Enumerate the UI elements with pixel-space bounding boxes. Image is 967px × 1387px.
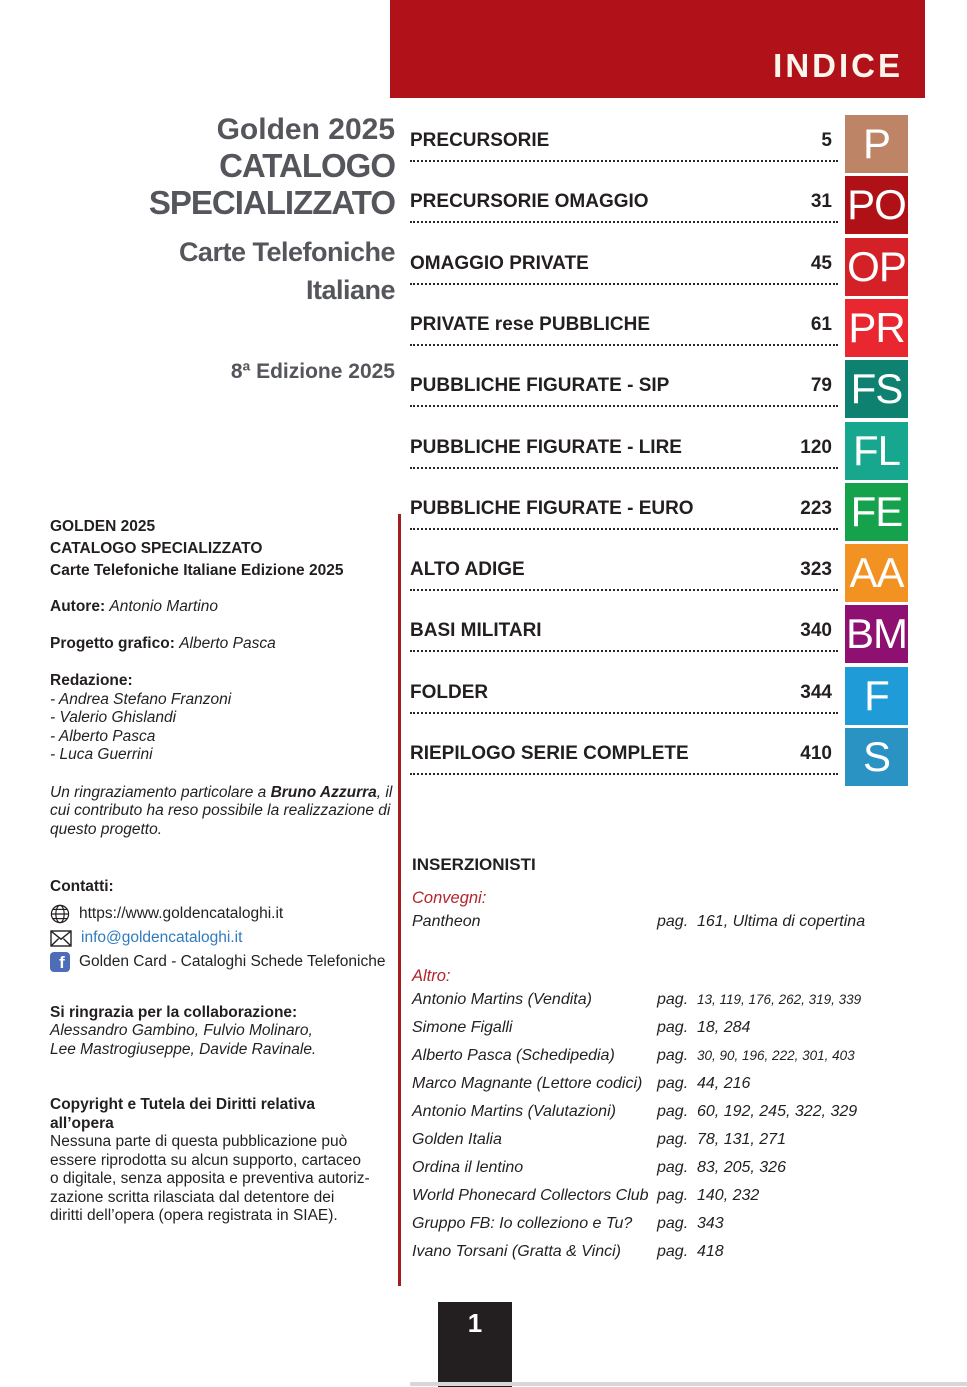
toc-dotted-leader — [410, 650, 838, 652]
advertiser-group-heading: Altro: — [412, 967, 451, 985]
toc-entry[interactable] — [410, 544, 908, 602]
colophon-heading-line: Carte Telefoniche Italiane Edizione 2025 — [50, 562, 344, 579]
advertiser-pag-label: pag. — [657, 1019, 689, 1036]
contacts-section — [50, 878, 402, 974]
advertiser-row — [412, 991, 912, 1019]
advertiser-row — [412, 1019, 912, 1047]
advertiser-name: Antonio Martins (Valutazioni) — [412, 1103, 616, 1120]
facebook-link[interactable] — [50, 950, 402, 974]
design-row — [50, 635, 402, 654]
toc-dotted-leader — [410, 773, 838, 775]
toc-entry-badge: BM — [845, 605, 908, 663]
advertiser-group — [412, 967, 912, 1271]
copyright-title-line: all’opera — [50, 1114, 114, 1132]
advertiser-pages-cell — [657, 1103, 912, 1121]
toc-dotted-leader — [410, 344, 838, 346]
advertiser-pages: 30, 90, 196, 222, 301, 403 — [697, 1048, 855, 1063]
toc-entry-page: 61 — [810, 313, 832, 335]
advertiser-items — [412, 913, 912, 941]
toc-list — [410, 115, 908, 815]
advertiser-name: Ivano Torsani (Gratta & Vinci) — [412, 1243, 621, 1260]
toc-entry-badge: F — [845, 667, 908, 725]
design-value: Alberto Pasca — [179, 634, 276, 652]
advertiser-pages-cell — [657, 1215, 912, 1233]
toc-entry-badge: PR — [845, 299, 908, 357]
advertiser-pages-cell — [657, 913, 912, 931]
advertiser-row — [412, 1075, 912, 1103]
toc-entry-label: PRECURSORIE OMAGGIO — [410, 191, 649, 213]
collaboration-line: Alessandro Gambino, Fulvio Molinaro, — [50, 1022, 313, 1039]
advertiser-name: World Phonecard Collectors Club — [412, 1187, 649, 1204]
toc-entry-label: PUBBLICHE FIGURATE - SIP — [410, 375, 670, 397]
website-url: https://www.goldencataloghi.it — [79, 905, 284, 922]
toc-entry-label: BASI MILITARI — [410, 620, 542, 642]
toc-entry-badge: FS — [845, 360, 908, 418]
page-number-box — [438, 1302, 512, 1387]
toc-dotted-leader — [410, 467, 838, 469]
toc-entry-badge: FE — [845, 483, 908, 541]
toc-entry[interactable] — [410, 299, 908, 357]
collaboration-section — [50, 1003, 402, 1059]
collaboration-line: Lee Mastrogiuseppe, Davide Ravinale. — [50, 1040, 317, 1058]
toc-entry-label: PRECURSORIE — [410, 130, 550, 151]
acknowledgement-pre: Un ringraziamento particolare a — [50, 783, 271, 801]
colophon-heading-line: GOLDEN 2025 — [50, 518, 156, 535]
advertiser-name: Golden Italia — [412, 1131, 502, 1148]
copyright-title-line: Copyright e Tutela dei Diritti relativa — [50, 1096, 315, 1113]
advertiser-pag-label: pag. — [657, 1215, 689, 1232]
advertiser-pages: 13, 119, 176, 262, 319, 339 — [697, 992, 862, 1007]
toc-dotted-leader — [410, 712, 838, 714]
globe-icon — [50, 904, 70, 924]
toc-entry-label: ALTO ADIGE — [410, 559, 525, 581]
advertiser-pages-cell — [657, 1131, 912, 1149]
editorial-member: - Luca Guerrini — [50, 746, 153, 763]
email-link[interactable] — [50, 926, 402, 950]
facebook-f-glyph: f — [59, 953, 65, 972]
advertiser-pag-label: pag. — [657, 1187, 689, 1204]
toc-entry-page: 31 — [810, 191, 832, 213]
toc-entry-page: 223 — [800, 497, 832, 519]
toc-entry[interactable] — [410, 667, 908, 725]
editorial-member: - Valerio Ghislandi — [50, 709, 177, 726]
design-label: Progetto grafico: — [50, 634, 175, 652]
toc-entry-label: PUBBLICHE FIGURATE - EURO — [410, 497, 694, 519]
toc-entry-label: FOLDER — [410, 681, 489, 703]
colophon — [50, 516, 402, 839]
advertiser-name: Antonio Martins (Vendita) — [412, 991, 592, 1008]
indice-header-bar — [390, 0, 925, 98]
copyright-body — [50, 1133, 402, 1226]
toc-entry-label: RIEPILOGO SERIE COMPLETE — [410, 743, 689, 764]
toc-entry-label: OMAGGIO PRIVATE — [410, 252, 589, 274]
toc-dotted-leader — [410, 528, 838, 530]
contacts-label: Contatti: — [50, 878, 114, 895]
copyright-section — [50, 1096, 402, 1226]
advertiser-row — [412, 1131, 912, 1159]
advertiser-pag-label: pag. — [657, 913, 689, 930]
author-row — [50, 598, 402, 617]
toc-entry[interactable] — [410, 360, 908, 418]
author-label: Autore: — [50, 598, 106, 615]
toc-entry-page: 79 — [810, 375, 832, 397]
cover-title-line: Carte Telefoniche — [178, 237, 395, 267]
advertiser-pag-label: pag. — [657, 991, 689, 1008]
collaboration-label: Si ringrazia per la collaborazione: — [50, 1004, 298, 1021]
toc-entry-badge: S — [845, 728, 908, 786]
advertiser-pag-label: pag. — [657, 1243, 689, 1260]
copyright-body-line: o digitale, senza apposita e preventiva autoriz- — [50, 1170, 370, 1187]
advertiser-pag-label: pag. — [657, 1131, 689, 1148]
edition-label: 8ª Edizione 2025 — [230, 360, 395, 383]
cover-title-line: SPECIALIZZATO — [148, 184, 395, 221]
copyright-body-line: diritti dell’opera (opera registrata in SIAE). — [50, 1207, 338, 1224]
toc-entry[interactable] — [410, 483, 908, 541]
advertiser-pages: 60, 192, 245, 322, 329 — [697, 1103, 858, 1120]
toc-entry-page: 120 — [800, 436, 832, 458]
advertiser-pages: 140, 232 — [697, 1187, 760, 1204]
advertiser-pages: 418 — [697, 1243, 724, 1260]
collaboration-names — [50, 1022, 402, 1059]
advertiser-name: Alberto Pasca (Schedipedia) — [412, 1047, 615, 1064]
advertiser-name: Gruppo FB: Io colleziono e Tu? — [412, 1215, 633, 1232]
page-title: INDICE — [773, 47, 903, 84]
toc-entry-badge: OP — [845, 238, 908, 296]
toc-entry-badge: FL — [845, 422, 908, 480]
toc-entry-label: PRIVATE rese PUBBLICHE — [410, 313, 651, 335]
toc-entry[interactable] — [410, 238, 908, 296]
advertiser-pages-cell — [657, 1187, 912, 1205]
advertiser-pages-cell — [657, 1243, 912, 1261]
envelope-icon — [50, 930, 72, 947]
colophon-heading — [50, 516, 402, 582]
advertisers-section — [412, 855, 912, 1271]
copyright-body-line: essere riprodotta su alcun supporto, cartaceo — [50, 1151, 362, 1169]
editorial-label: Redazione: — [50, 672, 133, 689]
advertiser-pag-label: pag. — [657, 1159, 689, 1176]
advertiser-row — [412, 913, 912, 941]
advertiser-pag-label: pag. — [657, 1103, 689, 1120]
advertiser-group — [412, 889, 912, 941]
toc-dotted-leader — [410, 221, 838, 223]
advertiser-pages: 83, 205, 326 — [697, 1159, 786, 1176]
advertiser-row — [412, 1159, 912, 1187]
editorial-list — [50, 691, 402, 765]
toc-entry-page: 340 — [800, 620, 832, 642]
advertiser-pag-label: pag. — [657, 1075, 689, 1092]
advertisers-title: INSERZIONISTI — [412, 855, 536, 874]
toc-entry[interactable] — [410, 115, 908, 173]
toc-entry-badge: PO — [845, 176, 908, 234]
toc-entry-badge: P — [845, 115, 908, 173]
cover-title — [30, 112, 395, 309]
toc-entry-page: 323 — [800, 559, 832, 581]
copyright-body-line: Nessuna parte di questa pubblicazione può — [50, 1133, 348, 1150]
acknowledgement-name: Bruno Azzurra — [270, 783, 377, 801]
toc-entry[interactable] — [410, 728, 908, 786]
toc-entry-page: 45 — [810, 252, 832, 274]
page-number: 1 — [467, 1308, 483, 1338]
advertiser-group-heading: Convegni: — [412, 889, 487, 907]
facebook-icon — [50, 952, 70, 972]
facebook-page-name: Golden Card - Cataloghi Schede Telefoniche — [79, 953, 386, 970]
advertiser-pages: 343 — [697, 1215, 724, 1232]
advertiser-pages-cell — [657, 1075, 912, 1093]
website-link[interactable] — [50, 902, 402, 926]
toc-entry-page: 5 — [821, 130, 832, 151]
editorial-member: - Andrea Stefano Franzoni — [50, 690, 232, 708]
advertiser-pages-cell — [657, 1019, 912, 1037]
toc-dotted-leader — [410, 405, 838, 407]
toc-entry-badge: AA — [845, 544, 908, 602]
advertiser-name: Simone Figalli — [412, 1019, 513, 1036]
email-address: info@goldencataloghi.it — [81, 929, 243, 946]
toc-dotted-leader — [410, 589, 838, 591]
page-bottom-edge — [410, 1382, 967, 1386]
author-value: Antonio Martino — [109, 598, 218, 615]
toc-entry-page: 344 — [800, 681, 832, 703]
advertiser-row — [412, 1187, 912, 1215]
advertiser-pages-cell — [657, 1159, 912, 1177]
advertiser-row — [412, 1103, 912, 1131]
advertiser-name: Marco Magnante (Lettore codici) — [412, 1075, 643, 1092]
advertiser-pages: 44, 216 — [697, 1075, 751, 1092]
advertiser-row — [412, 1047, 912, 1075]
toc-entry[interactable] — [410, 605, 908, 663]
advertiser-pag-label: pag. — [657, 1047, 689, 1064]
acknowledgement — [50, 784, 400, 840]
advertiser-pages-cell — [657, 1047, 912, 1065]
toc-dotted-leader — [410, 283, 838, 285]
advertiser-row — [412, 1215, 912, 1243]
copyright-body-line: zazione scritta rilasciata dal detentore dei — [50, 1188, 335, 1206]
copyright-title — [50, 1096, 402, 1133]
advertiser-row — [412, 1243, 912, 1271]
toc-dotted-leader — [410, 160, 838, 162]
advertiser-pages: 78, 131, 271 — [697, 1131, 786, 1148]
toc-entry-page: 410 — [800, 743, 832, 764]
advertiser-items — [412, 991, 912, 1271]
toc-entry[interactable] — [410, 176, 908, 234]
cover-title-line: CATALOGO — [219, 147, 395, 184]
red-divider-line — [398, 514, 401, 1286]
advertiser-pages-cell — [657, 991, 912, 1009]
editorial-member: - Alberto Pasca — [50, 727, 156, 745]
cover-title-line: Italiane — [305, 275, 395, 305]
toc-entry[interactable] — [410, 422, 908, 480]
colophon-heading-line: CATALOGO SPECIALIZZATO — [50, 540, 263, 557]
advertiser-name: Pantheon — [412, 913, 481, 930]
advertisers-groups — [412, 889, 912, 1271]
advertiser-pages: 18, 284 — [697, 1019, 751, 1036]
cover-title-line: Golden 2025 — [216, 113, 395, 146]
advertiser-name: Ordina il lentino — [412, 1159, 524, 1176]
toc-entry-label: PUBBLICHE FIGURATE - LIRE — [410, 436, 682, 458]
advertiser-pages: 161, Ultima di copertina — [697, 913, 866, 930]
acknowledgement-post: , il cui contributo ha reso possibile la realizzazione di questo progetto. — [50, 783, 393, 838]
